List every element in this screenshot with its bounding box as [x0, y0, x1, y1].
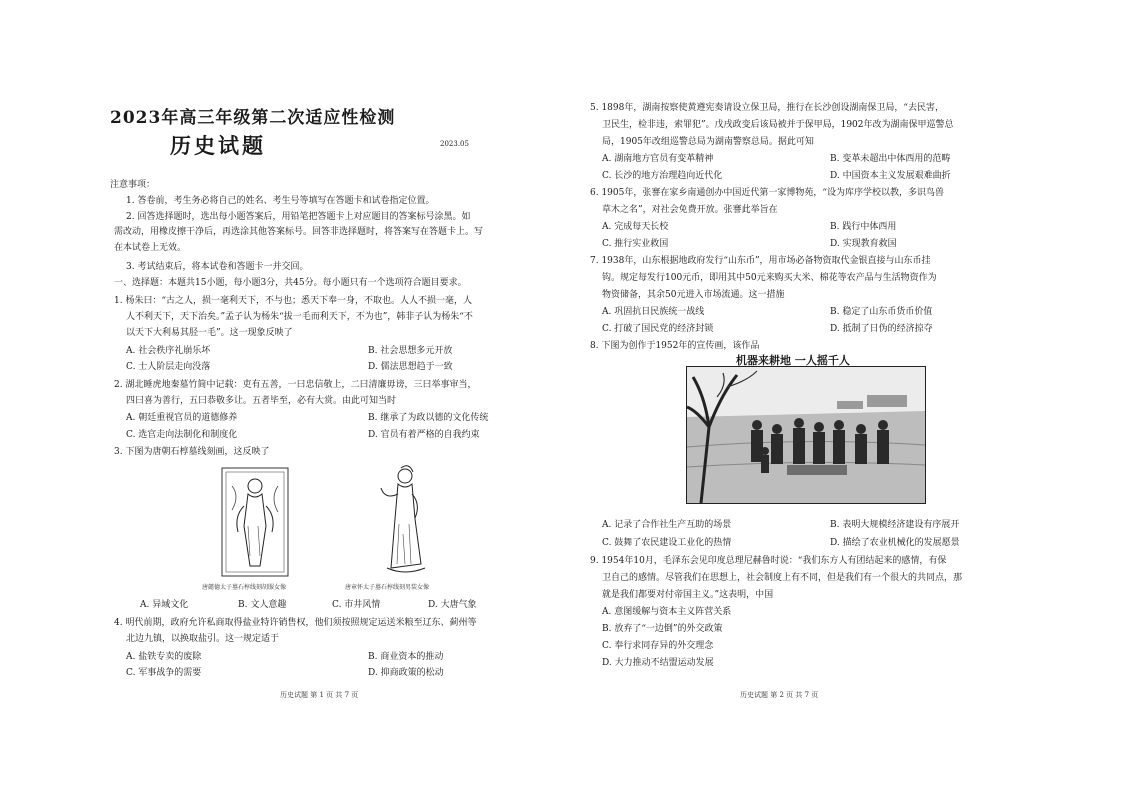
- q6-option-a: A. 完成每天长校: [602, 222, 669, 232]
- page-footer-right: 历史试题 第 2 页 共 7 页: [740, 691, 819, 699]
- q1-option-a: A. 社会秩序礼崩乐坏: [126, 346, 211, 356]
- q3-option-a: A. 异域文化: [140, 600, 189, 610]
- question-6-line: 6. 1905年，张謇在家乡南通创办中国近代第一家博物苑，“设为库序学校以教，多识鸟兽: [590, 188, 944, 198]
- q2-option-c: C. 选官走向法制化和制度化: [126, 430, 238, 440]
- tang-carving-left-image: [220, 466, 290, 578]
- exam-date: 2023.05: [440, 140, 469, 148]
- poster-title: 机器来耕地 一人摇千人: [736, 354, 850, 367]
- q3-option-b: B. 文人意趣: [238, 600, 287, 610]
- q7-option-b: B. 稳定了山东币货币价值: [830, 307, 933, 317]
- question-5-line: 5. 1898年，湖南按察使黄遵宪奏请设立保卫局，推行在长沙创设湖南保卫局，“去民害，: [590, 103, 944, 113]
- question-1-line: 以天下大利易其胫一毛”。这一现象反映了: [126, 328, 293, 338]
- q8-option-d: D. 描绘了农业机械化的发展愿景: [830, 538, 960, 548]
- q4-option-a: A. 盐铁专卖的废除: [126, 652, 202, 662]
- question-4-line: 4. 明代前期，政府允许私商取得盐业特许销售权，他们须按照规定运送米粮至辽东、蓟州等: [114, 618, 477, 628]
- propaganda-poster-image: [686, 366, 926, 504]
- exam-title: 2023年高三年级第二次适应性检测: [110, 108, 396, 128]
- notice-heading: 注意事项：: [110, 180, 156, 190]
- q2-option-b: B. 继承了为政以德的文化传统: [368, 413, 489, 423]
- q1-option-c: C. 士人阶层走向没落: [126, 362, 211, 372]
- q5-option-d: D. 中国资本主义发展艰难曲折: [830, 171, 951, 181]
- q8-option-c: C. 鼓舞了农民建设工业化的热情: [602, 538, 732, 548]
- question-9-line: 9. 1954年10月，毛泽东会见印度总理尼赫鲁时说：“我们东方人有团结起来的感情，有保: [590, 556, 947, 566]
- q9-option-a: A. 意图缓解与资本主义阵营关系: [602, 607, 732, 617]
- q1-option-b: B. 社会思想多元开放: [368, 346, 453, 356]
- notice-line: 2. 回答选择题时，选出每小题答案后，用铅笔把答题卡上对应题目的答案标号涂黑。如: [126, 212, 471, 222]
- question-4-line: 北边九镇，以换取盐引。这一规定适于: [126, 634, 280, 644]
- q9-option-d: D. 大力推动不结盟运动发展: [602, 658, 714, 668]
- right-page: [590, 0, 1030, 794]
- q7-option-c: C. 打破了国民党的经济封锁: [602, 324, 714, 334]
- notice-line: 在本试卷上无效。: [114, 243, 187, 253]
- figure-caption-left: 唐懿德太子墓石椁线刻胡服女像: [202, 584, 287, 591]
- question-1-line: 人不利天下，天下治矣。”孟子认为杨朱“拔一毛而利天下，不为也”，韩非子认为杨朱“不: [126, 312, 473, 322]
- left-page: [110, 0, 580, 794]
- page-footer-left: 历史试题 第 1 页 共 7 页: [280, 691, 359, 699]
- q3-option-d: D. 大唐气象: [428, 600, 477, 610]
- q7-option-d: D. 抵制了日伪的经济掠夺: [830, 324, 933, 334]
- q7-option-a: A. 巩固抗日民族统一战线: [602, 307, 705, 317]
- q4-option-d: D. 抑商政策的松动: [368, 668, 444, 678]
- figure-caption-right: 唐章怀太子墓石椁线刻男装女像: [345, 584, 430, 591]
- question-2-line: 2. 湖北睡虎地秦墓竹简中记载：吏有五善，一曰忠信敬上，二曰清廉毋谤，三曰举事审当，: [114, 380, 477, 390]
- question-7-line: 钩。规定每发行100元币，即用其中50元来购买大米、棉花等农产品与生活物资作为: [602, 273, 937, 283]
- q2-option-d: D. 官员有着严格的自我约束: [368, 430, 480, 440]
- question-9-line: 就是我们都要对付帝国主义。”这表明，中国: [602, 590, 774, 600]
- q2-option-a: A. 朝廷重视官员的道德修养: [126, 413, 238, 423]
- exam-subtitle: 历史试题: [170, 133, 266, 158]
- tang-carving-right-image: [365, 464, 435, 578]
- q5-option-b: B. 变革未超出中体西用的范畴: [830, 154, 951, 164]
- question-3-line: 3. 下图为唐朝石椁墓线刻画，这反映了: [114, 447, 270, 457]
- question-1-line: 1. 杨朱曰：“古之人，损一毫利天下，不与也；悉天下奉一身，不取也。人人不损一毫，人: [114, 296, 473, 306]
- q5-option-c: C. 长沙的地方治理趋向近代化: [602, 171, 723, 181]
- question-2-line: 四曰喜为善行，五曰恭敬多让。五者毕至，必有大赏。由此可知当时: [126, 396, 397, 406]
- question-5-line: 局，1905年改组巡警总局为湖南警察总局。据此可知: [602, 137, 814, 147]
- question-6-line: 草木之名”，对社会免费开放。张謇此举旨在: [602, 205, 778, 215]
- q9-option-b: B. 放弃了“一边倒”的外交政策: [602, 624, 723, 634]
- q8-option-a: A. 记录了合作社生产互助的场景: [602, 520, 732, 530]
- notice-line: 3. 考试结束后，将本试卷和答题卡一并交回。: [126, 262, 309, 272]
- q6-option-b: B. 践行中体西用: [830, 222, 897, 232]
- q5-option-a: A. 湖南地方官员有变革精神: [602, 154, 714, 164]
- q4-option-b: B. 商业资本的推动: [368, 652, 444, 662]
- q6-option-d: D. 实现教育救国: [830, 239, 897, 249]
- q8-option-b: B. 表明大规模经济建设有序展开: [830, 520, 960, 530]
- notice-line: 1. 答卷前，考生务必将自己的姓名、考生号等填写在答题卡和试卷指定位置。: [126, 196, 435, 206]
- question-5-line: 卫民生，检非违，索罪犯”。戊戌政变后该局被并于保甲局，1902年改为湖南保甲巡警总: [602, 120, 954, 130]
- question-7-line: 7. 1938年，山东根据地政府发行“山东币”，用市场必备物资取代金银直接与山东币挂: [590, 256, 931, 266]
- q1-option-d: D. 儒法思想趋于一致: [368, 362, 453, 372]
- question-9-line: 卫自己的感情。尽管我们在思想上，社会制度上有不同，但是我们有一个很大的共同点，那: [602, 573, 963, 583]
- question-7-line: 物资储备，其余50元进入市场流通。这一措施: [602, 290, 785, 300]
- question-8-line: 8. 下图为创作于1952年的宣传画，该作品: [590, 341, 760, 351]
- q9-option-c: C. 奉行求同存异的外交理念: [602, 641, 714, 651]
- q3-option-c: C. 市井风情: [332, 600, 381, 610]
- section-heading: 一、选择题：本题共15小题，每小题3分，共45分。每小题只有一个选项符合题目要求。: [114, 278, 467, 288]
- notice-line: 需改动，用橡皮擦干净后，再选涂其他答案标号。回答非选择题时，将答案写在答题卡上。写: [114, 227, 484, 237]
- q4-option-c: C. 军事战争的需要: [126, 668, 202, 678]
- q6-option-c: C. 推行实业救国: [602, 239, 669, 249]
